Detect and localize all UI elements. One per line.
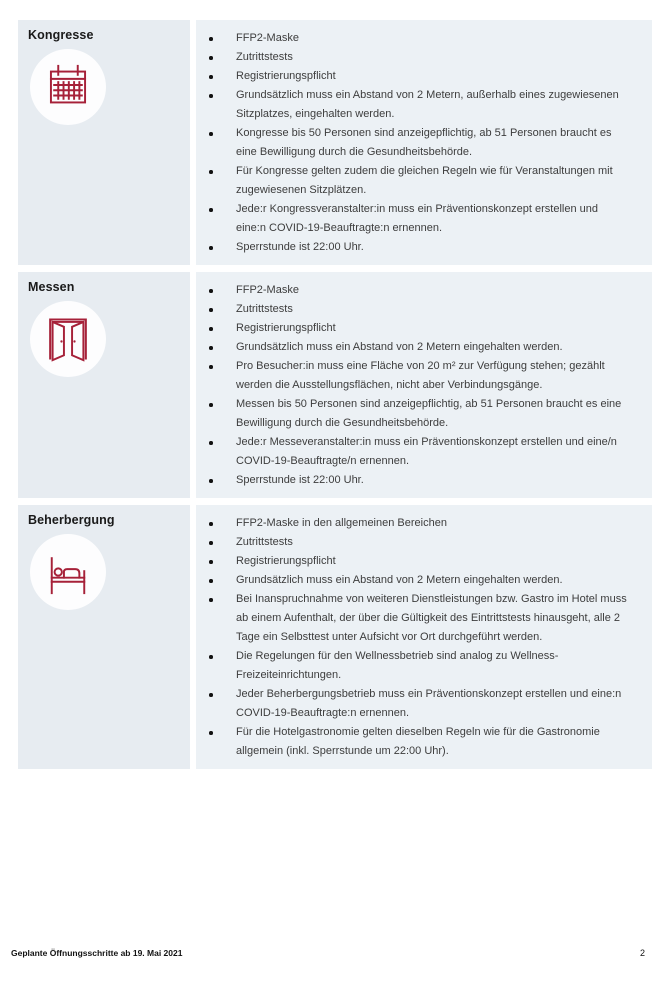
calendar-icon (42, 61, 94, 113)
rule-item: Grundsätzlich muss ein Abstand von 2 Metern eingehalten werden. (196, 338, 628, 357)
info-section-kongresse (18, 20, 652, 265)
footer-document-title: Geplante Öffnungsschritte ab 19. Mai 2021 (11, 948, 183, 958)
bed-icon (42, 546, 94, 598)
section-icon-circle (30, 534, 106, 610)
page-footer (11, 948, 645, 958)
rule-item: Für Kongresse gelten zudem die gleichen Regeln wie für Veranstaltungen mit zugewiesenen Sitzplätzen. (196, 162, 628, 200)
section-title: Beherbergung (28, 513, 115, 527)
info-section-beherbergung (18, 505, 652, 769)
rule-item: Bei Inanspruchnahme von weiteren Dienstleistungen bzw. Gastro im Hotel muss ab einem Aufenthalt, der über die Gültigkeit des Eintrittstests hinausgeht, alle 2 Tage ein Selbsttest unter Aufsicht vor Ort durchgeführt werden. (196, 590, 628, 647)
section-title: Messen (28, 280, 75, 294)
section-header-box (18, 272, 190, 498)
info-section-messen (18, 272, 652, 498)
rule-item: Pro Besucher:in muss eine Fläche von 20 m² zur Verfügung stehen; gezählt werden die Ausstellungsflächen, nicht aber Verbindungsgänge. (196, 357, 628, 395)
section-header-box (18, 505, 190, 769)
rule-item: Sperrstunde ist 22:00 Uhr. (196, 471, 628, 490)
rule-item: Grundsätzlich muss ein Abstand von 2 Metern eingehalten werden. (196, 571, 628, 590)
rule-item: Registrierungspflicht (196, 319, 628, 338)
rules-list (196, 514, 628, 761)
rule-item: FFP2-Maske (196, 281, 628, 300)
footer-page-number: 2 (639, 948, 645, 958)
sections-container (18, 20, 652, 769)
section-rules-box (196, 272, 652, 498)
rule-item: Zutrittstests (196, 300, 628, 319)
section-title: Kongresse (28, 28, 94, 42)
section-icon-circle (30, 49, 106, 125)
rule-item: Für die Hotelgastronomie gelten dieselben Regeln wie für die Gastronomie allgemein (inkl. Sperrstunde um 22:00 Uhr). (196, 723, 628, 761)
section-icon-circle (30, 301, 106, 377)
section-rules-box (196, 505, 652, 769)
rule-item: Registrierungspflicht (196, 67, 628, 86)
door-icon (42, 313, 94, 365)
rule-item: Jeder Beherbergungsbetrieb muss ein Präventionskonzept erstellen und eine:n COVID-19-Beauftragte:n ernennen. (196, 685, 628, 723)
rules-list (196, 281, 628, 490)
rules-list (196, 29, 628, 257)
rule-item: Zutrittstests (196, 533, 628, 552)
rule-item: Die Regelungen für den Wellnessbetrieb sind analog zu Wellness-Freizeiteinrichtungen. (196, 647, 628, 685)
rule-item: Zutrittstests (196, 48, 628, 67)
section-header-box (18, 20, 190, 265)
rule-item: Grundsätzlich muss ein Abstand von 2 Metern, außerhalb eines zugewiesenen Sitzplatzes, eingehalten werden. (196, 86, 628, 124)
rule-item: Kongresse bis 50 Personen sind anzeigepflichtig, ab 51 Personen braucht es eine Bewilligung durch die Gesundheitsbehörde. (196, 124, 628, 162)
rule-item: Messen bis 50 Personen sind anzeigepflichtig, ab 51 Personen braucht es eine Bewilligung durch die Gesundheitsbehörde. (196, 395, 628, 433)
rule-item: Jede:r Messeveranstalter:in muss ein Präventionskonzept erstellen und eine/n COVID-19-Beauftragte/n ernennen. (196, 433, 628, 471)
rule-item: Sperrstunde ist 22:00 Uhr. (196, 238, 628, 257)
rule-item: Jede:r Kongressveranstalter:in muss ein Präventionskonzept erstellen und eine:n COVID-19-Beauftragte:n ernennen. (196, 200, 628, 238)
rule-item: FFP2-Maske (196, 29, 628, 48)
rule-item: FFP2-Maske in den allgemeinen Bereichen (196, 514, 628, 533)
section-rules-box (196, 20, 652, 265)
rule-item: Registrierungspflicht (196, 552, 628, 571)
